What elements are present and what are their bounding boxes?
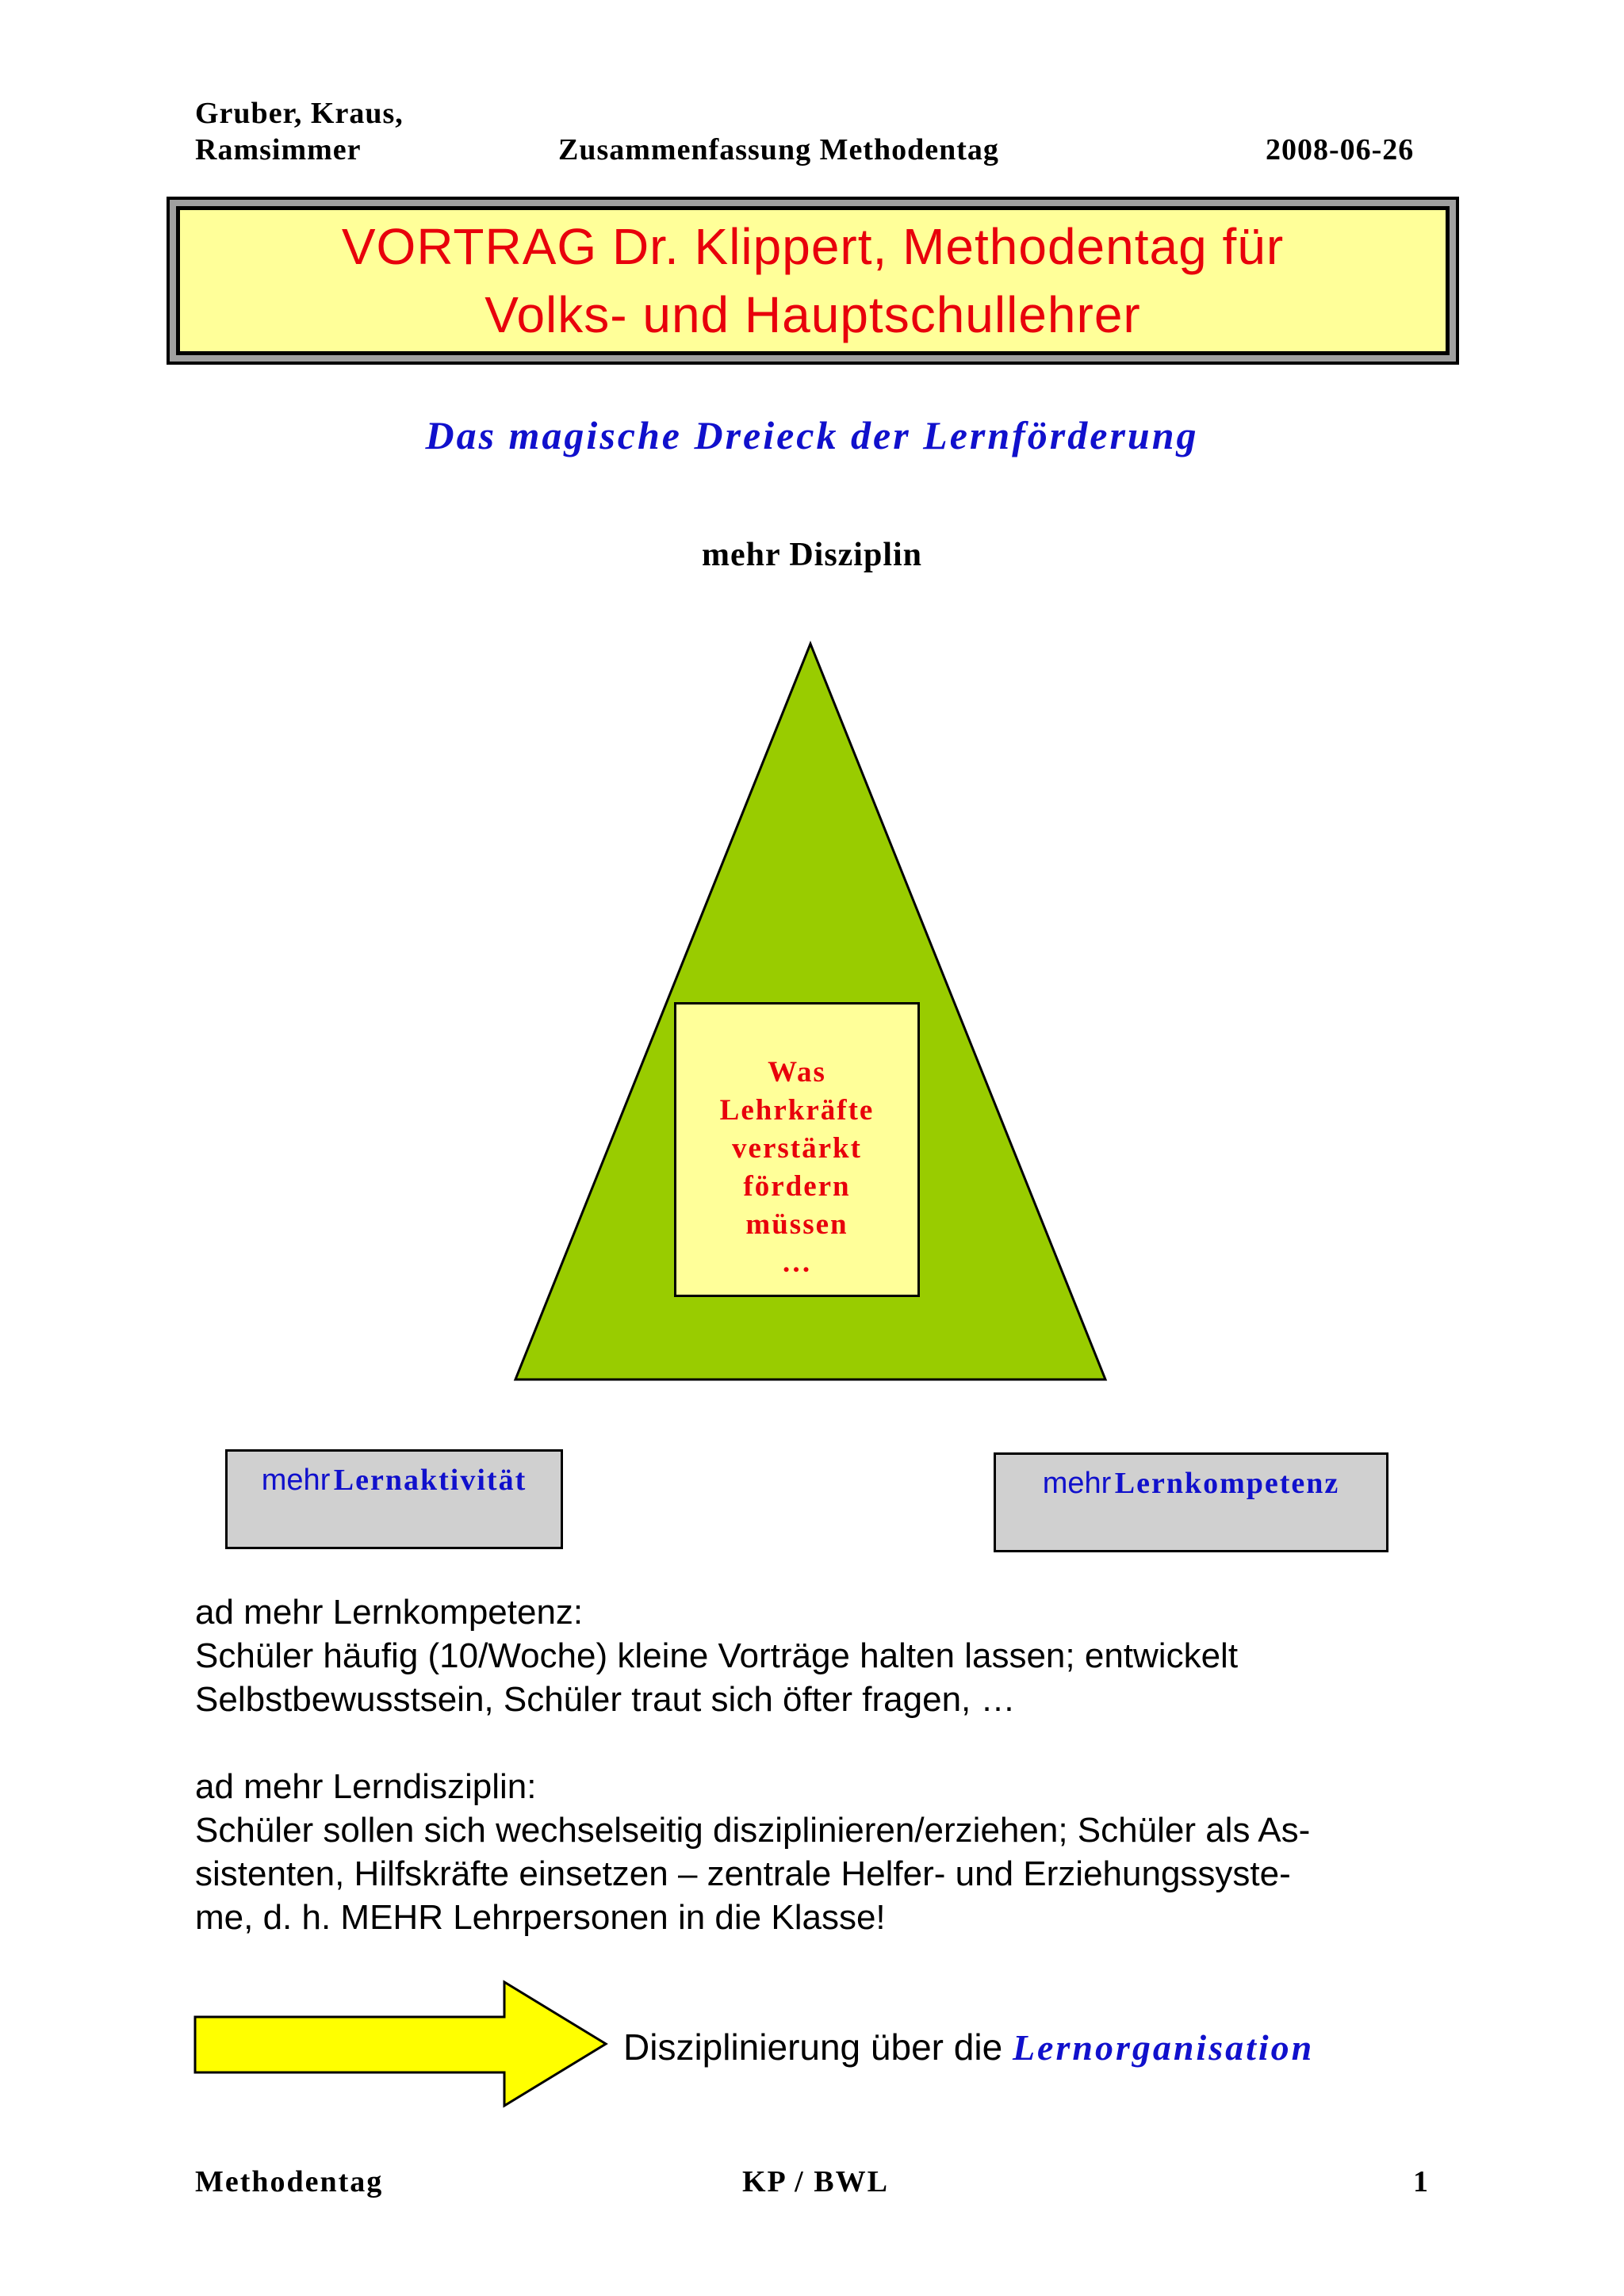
center-line: müssen	[745, 1208, 848, 1241]
header-authors-line1: Gruber, Kraus,	[195, 97, 404, 130]
right-arrow-icon	[195, 1982, 606, 2106]
section-line: Schüler häufig (10/Woche) kleine Vorträge halten lassen; entwickelt	[195, 1636, 1239, 1675]
center-line: Lehrkräfte	[719, 1094, 875, 1127]
center-line: fördern	[743, 1170, 851, 1203]
section-heading: ad mehr Lerndisziplin:	[195, 1767, 537, 1806]
corner-left-prefix: mehr	[261, 1464, 331, 1497]
footer-center: KP / BWL	[742, 2165, 889, 2198]
section-heading: ad mehr Lernkompetenz:	[195, 1593, 584, 1632]
corner-left-term: Lernaktivität	[333, 1464, 527, 1497]
section-line: Selbstbewusstsein, Schüler traut sich öfter fragen, …	[195, 1680, 1016, 1719]
section-line: sistenten, Hilfskräfte einsetzen – zentrale Helfer- und Erziehungssyste-	[195, 1854, 1291, 1893]
header-authors-line2: Ramsimmer	[195, 133, 362, 166]
corner-right-term: Lernkompetenz	[1114, 1467, 1340, 1500]
center-line: Was	[768, 1056, 826, 1089]
header-date: 2008-06-26	[1266, 133, 1415, 166]
conclusion-emphasis: Lernorganisation	[1012, 2027, 1315, 2068]
title-line2: Volks- und Hauptschullehrer	[485, 286, 1141, 343]
conclusion-text	[623, 2023, 1314, 2072]
section-line: me, d. h. MEHR Lehrpersonen in die Klasse!	[195, 1898, 886, 1937]
header-doc-title: Zusammenfassung Methodentag	[558, 133, 999, 166]
center-line: verstärkt	[732, 1132, 862, 1165]
conclusion-plain: Disziplinierung über die	[623, 2026, 1003, 2068]
section-line: Schüler sollen sich wechselseitig disziplinieren/erziehen; Schüler als As-	[195, 1811, 1311, 1850]
footer-left: Methodentag	[195, 2165, 384, 2198]
apex-label: mehr Disziplin	[701, 537, 923, 573]
page-number: 1	[1413, 2165, 1430, 2198]
subtitle: Das magische Dreieck der Lernförderung	[425, 413, 1199, 457]
title-line1: VORTRAG Dr. Klippert, Methodentag für	[341, 218, 1285, 275]
center-line: …	[781, 1246, 813, 1279]
corner-right-prefix: mehr	[1042, 1467, 1112, 1500]
